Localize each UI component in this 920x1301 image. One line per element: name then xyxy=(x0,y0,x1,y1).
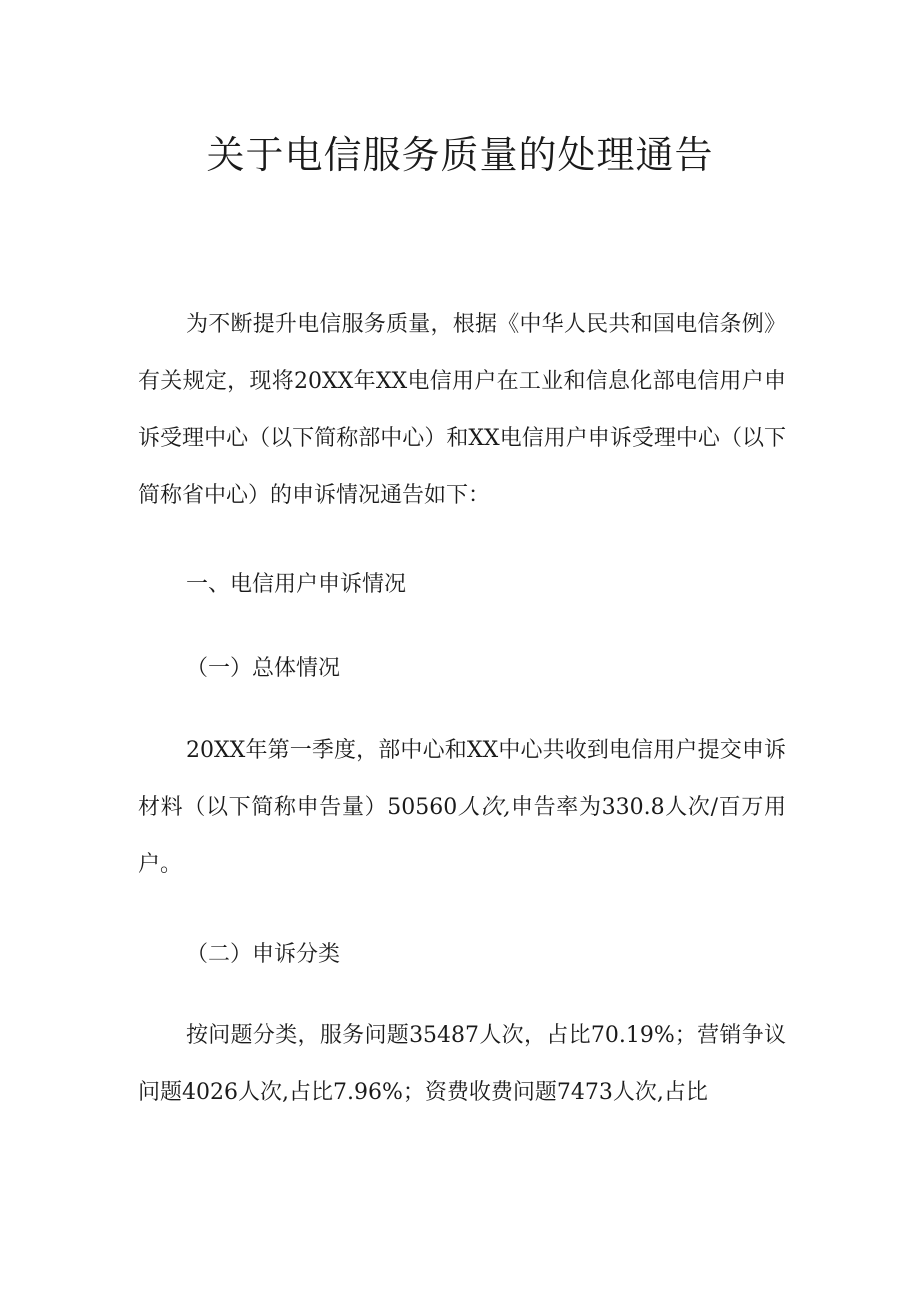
subsection-heading-overall: （一）总体情况 xyxy=(186,656,341,681)
subsection-heading-classification: （二）申诉分类 xyxy=(186,942,341,967)
overall-text-before: 20XX年第一季度，部中心和XX中心共收到电信用户提交申诉材料（以下简称申告量）50560 xyxy=(138,738,786,820)
section-heading-complaints: 一、电信用户申诉情况 xyxy=(186,572,407,597)
intro-paragraph: 为不断提升电信服务质量，根据《中华人民共和国电信条例》有关规定，现将20XX年XX电信用户在工业和信息化部电信用户申诉受理中心（以下简称部中心）和XX电信用户申诉受理中心（以下简称省中心）的申诉情况通告如下： xyxy=(138,312,786,508)
document-title: 关于电信服务质量的处理通告 xyxy=(206,133,714,177)
overall-text-after: 申告率为330.8人次/百万用户。 xyxy=(138,795,786,877)
classification-paragraph: 按问题分类，服务问题35487人次，占比70.19%；营销争议问题4026人次,占比7.96%；资费收费问题7473人次,占比 xyxy=(138,1023,786,1105)
overall-paragraph xyxy=(138,722,786,893)
overall-text-italic: 人次, xyxy=(457,795,511,820)
